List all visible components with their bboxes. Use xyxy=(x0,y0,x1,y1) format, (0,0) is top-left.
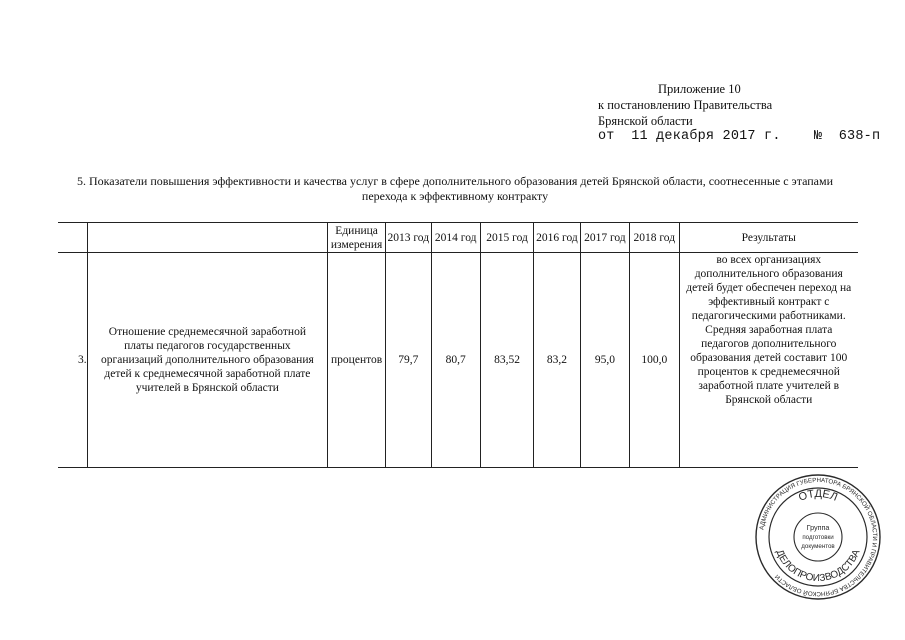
office-stamp xyxy=(754,473,882,601)
row-unit: процентов xyxy=(328,253,386,468)
stamp-dept-top: ОТДЕЛ xyxy=(796,487,840,504)
row-value-2018: 100,0 xyxy=(630,253,679,468)
row-value-2017: 95,0 xyxy=(580,253,629,468)
appendix-title: Приложение 10 xyxy=(658,82,741,96)
stamp-outer-text: АДМИНИСТРАЦИЯ ГУБЕРНАТОРА БРЯНСКОЙ ОБЛАСТИ И ПРАВИТЕЛЬСТВА БРЯНСКОЙ ОБЛАСТИ xyxy=(758,476,879,598)
appendix-resolution: к постановлению Правительства xyxy=(598,98,773,112)
stamp-dept-bottom: ДЕЛОПРОИЗВОДСТВА xyxy=(773,548,863,585)
header-2015: 2015 год xyxy=(480,223,533,253)
row-number: 3. xyxy=(58,253,87,468)
appendix-date-number: от 11 декабря 2017 г. № 638-п xyxy=(598,129,881,144)
appendix-block xyxy=(598,81,880,145)
header-2014: 2014 год xyxy=(431,223,480,253)
indicators-table xyxy=(58,222,858,468)
stamp-center-line1: Группа xyxy=(806,523,830,532)
row-value-2015: 83,52 xyxy=(480,253,533,468)
section-heading: 5. Показатели повышения эффективности и качества услуг в сфере дополнительного образования детей Брянской области, соотнесенные с этапами перехода к эффективному контракту xyxy=(76,174,834,203)
row-value-2016: 83,2 xyxy=(534,253,580,468)
table-row xyxy=(58,253,858,468)
table-header-row xyxy=(58,223,858,253)
appendix-region: Брянской области xyxy=(598,114,693,128)
header-number-empty xyxy=(58,223,87,253)
header-2016: 2016 год xyxy=(534,223,580,253)
header-results: Результаты xyxy=(679,223,858,253)
stamp-center-line2: подготовки xyxy=(802,534,834,541)
row-results: во всех организациях дополнительного образования детей будет обеспечен переход на эффективный контракт с педагогическими работниками. Средняя заработная плата педагогов дополнительного образования детей составит 100 процентов к среднемесячной заработной плате учителей в Брянской области xyxy=(679,253,858,468)
row-value-2014: 80,7 xyxy=(431,253,480,468)
header-2013: 2013 год xyxy=(386,223,431,253)
stamp-center-line3: документов xyxy=(801,543,835,550)
header-unit: Единица измерения xyxy=(328,223,386,253)
row-indicator: Отношение среднемесячной заработной платы педагогов государственных организаций дополнительного образования детей к среднемесячной заработной плате учителей в Брянской области xyxy=(87,253,328,468)
header-2017: 2017 год xyxy=(580,223,629,253)
row-value-2013: 79,7 xyxy=(386,253,431,468)
header-2018: 2018 год xyxy=(630,223,679,253)
header-indicator-empty xyxy=(87,223,328,253)
